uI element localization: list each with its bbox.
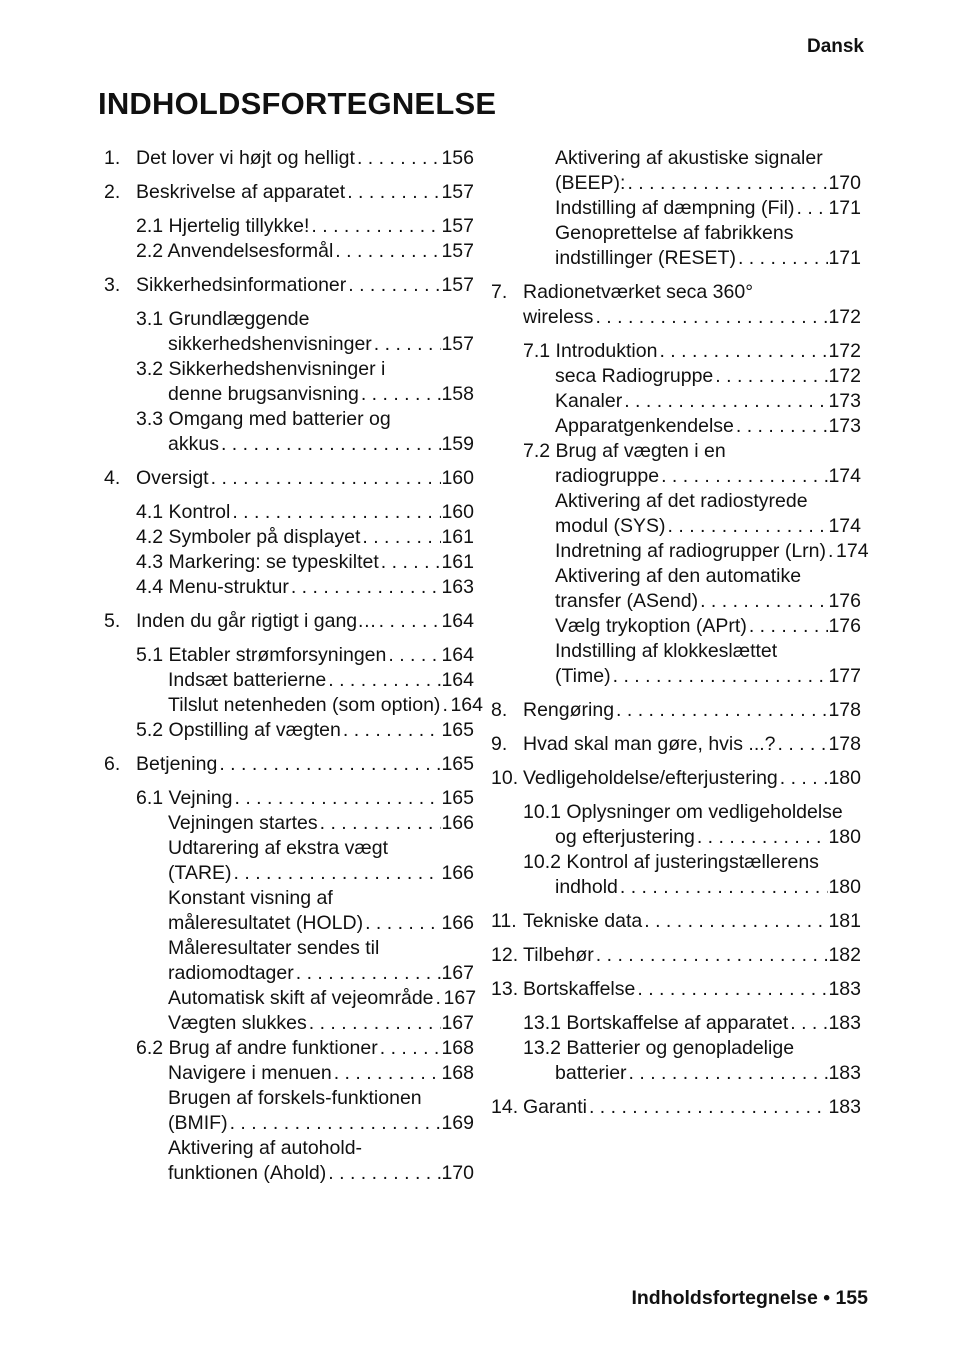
toc-entry-title: wireless — [523, 306, 594, 328]
toc-entry-title: 7.2 Brug af vægten i en — [523, 440, 726, 462]
toc-entry-page: 164 — [441, 644, 474, 666]
dot-leader — [659, 464, 828, 489]
dot-leader — [318, 811, 442, 836]
toc-entry-number: 4. — [104, 467, 121, 489]
dot-leader — [627, 1061, 829, 1086]
dot-leader — [230, 500, 441, 525]
page-title: INDHOLDSFORTEGNELSE — [98, 86, 497, 121]
toc-entry-title: Rengøring — [523, 699, 615, 721]
toc-entry-title: 10.2 Kontrol af justeringstællerens — [523, 851, 819, 873]
toc-entry[interactable] — [491, 639, 861, 689]
toc-entry-title: Garanti — [523, 1096, 587, 1118]
dot-leader — [341, 718, 442, 743]
toc-entry-title: Indsæt batterierne — [168, 669, 327, 691]
toc-entry-page: 157 — [441, 333, 474, 355]
toc-entry-title: Vedligeholdelse/efterjustering — [523, 767, 778, 789]
dot-leader — [307, 1011, 442, 1036]
toc-entry-page: 160 — [441, 501, 474, 523]
toc-entry[interactable] — [491, 614, 861, 639]
toc-entry-title: 13.1 Bortskaffelse af apparatet — [523, 1012, 789, 1034]
toc-entry[interactable] — [491, 489, 861, 539]
toc-entry-page: 168 — [441, 1062, 474, 1084]
dot-leader — [625, 171, 828, 196]
toc-entry-title: (Time) — [555, 665, 611, 687]
toc-entry-title: seca Radiogruppe — [555, 365, 714, 387]
toc-entry[interactable] — [104, 936, 474, 986]
toc-entry-title: 2.2 Anvendelsesformål — [136, 240, 334, 262]
toc-entry-title: Udtarering af ekstra vægt — [168, 837, 389, 859]
toc-entry-title: Det lover vi højt og helligt — [136, 147, 355, 169]
toc-entry-title: 13.2 Batterier og genopladelige — [523, 1037, 795, 1059]
page-footer: Indholdsfortegnelse • 155 — [631, 1287, 868, 1309]
toc-entry-page: 173 — [828, 415, 861, 437]
toc-entry-page: 171 — [828, 197, 861, 219]
toc-entry-title: 6.1 Vejning — [136, 787, 233, 809]
toc-entry-page: 172 — [828, 340, 861, 362]
toc-entry[interactable] — [104, 273, 474, 298]
toc-entry[interactable] — [491, 943, 861, 968]
toc-entry-page: 161 — [441, 526, 474, 548]
dot-leader — [795, 196, 829, 221]
toc-entry-title: 4.4 Menu-struktur — [136, 576, 289, 598]
toc-column-right — [491, 146, 869, 1120]
toc-entry-page: 180 — [828, 876, 861, 898]
toc-entry[interactable] — [104, 307, 474, 357]
toc-entry[interactable] — [104, 668, 474, 693]
toc-entry[interactable] — [104, 180, 474, 205]
toc-entry-title: 5.2 Opstilling af vægten — [136, 719, 341, 741]
dot-leader — [326, 668, 441, 693]
toc-entry-number: 9. — [491, 733, 508, 755]
toc-entry-title: sikkerhedshenvisninger — [168, 333, 372, 355]
toc-entry-page: 172 — [828, 365, 861, 387]
toc-entry-page: 167 — [441, 1012, 474, 1034]
toc-entry-title: 6.2 Brug af andre funktioner — [136, 1037, 378, 1059]
toc-entry-number: 14. — [491, 1096, 519, 1118]
toc-entry[interactable] — [104, 986, 477, 1011]
toc-entry-title: Indstilling af dæmpning (Fil) — [555, 197, 795, 219]
dot-leader — [736, 246, 828, 271]
toc-entry-title: Beskrivelse af apparatet — [136, 181, 346, 203]
toc-entry[interactable] — [491, 146, 861, 196]
toc-entry-title: (BMIF) — [168, 1112, 228, 1134]
toc-entry-page: 173 — [828, 390, 861, 412]
toc-entry[interactable] — [491, 1095, 861, 1120]
toc-entry-title: Automatisk skift af vejeområde — [168, 987, 434, 1009]
toc-entry-page: 174 — [828, 515, 861, 537]
toc-entry-title: Hvad skal man gøre, hvis ...? — [523, 733, 776, 755]
toc-entry[interactable] — [491, 221, 861, 271]
toc-entry[interactable] — [491, 280, 861, 330]
toc-entry-page: 170 — [441, 1162, 474, 1184]
toc-entry[interactable] — [491, 1036, 861, 1086]
toc-entry-page: 157 — [441, 240, 474, 262]
dot-leader — [622, 389, 828, 414]
toc-entry[interactable] — [104, 500, 474, 525]
toc-entry-title: Aktivering af det radiostyrede — [555, 490, 808, 512]
toc-entry-page: 178 — [828, 733, 861, 755]
dot-leader — [593, 305, 828, 330]
toc-entry[interactable] — [104, 1086, 474, 1136]
dot-leader — [695, 825, 829, 850]
dot-leader — [228, 1111, 442, 1136]
dot-leader — [440, 693, 450, 718]
toc-column-left — [104, 146, 483, 1186]
dot-leader — [713, 364, 828, 389]
toc-entry[interactable] — [491, 1011, 861, 1036]
toc-entry-title: måleresultatet (HOLD) — [168, 912, 364, 934]
dot-leader — [778, 766, 829, 791]
toc-entry-number: 6. — [104, 753, 121, 775]
toc-entry-page: 168 — [441, 1037, 474, 1059]
toc-entry-page: 167 — [443, 987, 477, 1009]
toc-entry-title: batterier — [555, 1062, 627, 1084]
toc-entry-page: 164 — [441, 610, 474, 632]
dot-leader — [355, 146, 442, 171]
toc-entry-title: Konstant visning af — [168, 887, 333, 909]
toc-entry-title: Vælg trykoption (APrt) — [555, 615, 747, 637]
toc-entry-title: Kanaler — [555, 390, 623, 412]
dot-leader — [232, 861, 442, 886]
toc-entry-title: Aktivering af akustiske signaler — [555, 147, 823, 169]
toc-entry-page: 183 — [828, 1062, 861, 1084]
toc-entry-number: 12. — [491, 944, 519, 966]
toc-entry-title: 4.1 Kontrol — [136, 501, 231, 523]
toc-entry[interactable] — [104, 643, 474, 668]
toc-entry-number: 11. — [491, 910, 517, 932]
toc-entry-number: 10. — [491, 767, 519, 789]
toc-entry-title: Tilslut netenheden (som option) — [168, 694, 441, 716]
toc-entry[interactable] — [491, 364, 861, 389]
toc-entry-title: Apparatgenkendelse — [555, 415, 734, 437]
toc-entry[interactable] — [104, 836, 474, 886]
toc-entry-page: 164 — [450, 694, 483, 716]
toc-entry-title: Genoprettelse af fabrikkens — [555, 222, 794, 244]
dot-leader — [360, 525, 441, 550]
toc-entry-page: 176 — [828, 590, 861, 612]
dot-leader — [217, 752, 441, 777]
toc-entry-title: Sikkerhedsinformationer — [136, 274, 347, 296]
toc-entry-page: 156 — [441, 147, 474, 169]
dot-leader — [776, 732, 829, 757]
dot-leader — [309, 214, 441, 239]
toc-entry-title: Inden du går rigtigt i gang… — [136, 610, 377, 632]
toc-entry[interactable] — [491, 732, 861, 757]
toc-entry-title: 4.2 Symboler på displayet — [136, 526, 361, 548]
toc-entry-title: Indstilling af klokkeslættet — [555, 640, 778, 662]
dot-leader — [345, 180, 441, 205]
toc-entry[interactable] — [104, 1011, 474, 1036]
toc-entry-page: 157 — [441, 215, 474, 237]
toc-entry-number: 13. — [491, 978, 519, 1000]
dot-leader — [611, 664, 829, 689]
toc-entry-page: 181 — [828, 910, 861, 932]
dot-leader — [378, 1036, 442, 1061]
toc-entry[interactable] — [104, 609, 474, 634]
toc-entry-page: 177 — [828, 665, 861, 687]
toc-entry-title: akkus — [168, 433, 219, 455]
toc-entry-number: 7. — [491, 281, 508, 303]
toc-entry-title: 3.1 Grundlæggende — [136, 308, 310, 330]
toc-entry-page: 171 — [828, 247, 861, 269]
dot-leader — [614, 698, 828, 723]
toc-entry[interactable] — [491, 909, 861, 934]
toc-entry-page: 180 — [828, 767, 861, 789]
toc-entry[interactable] — [491, 414, 861, 439]
toc-entry[interactable] — [491, 439, 861, 489]
toc-entry-title: indstillinger (RESET) — [555, 247, 736, 269]
toc-entry-number: 1. — [104, 147, 121, 169]
toc-entry-page: 176 — [828, 615, 861, 637]
dot-leader — [233, 786, 442, 811]
toc-entry[interactable] — [104, 811, 474, 836]
toc-entry-page: 182 — [828, 944, 861, 966]
dot-leader — [219, 432, 442, 457]
dot-leader — [618, 875, 829, 900]
dot-leader — [377, 609, 442, 634]
toc-entry-title: Aktivering af autohold- — [168, 1137, 363, 1159]
dot-leader — [657, 339, 828, 364]
toc-entry-page: 164 — [441, 669, 474, 691]
toc-entry[interactable] — [104, 550, 474, 575]
toc-entry-page: 174 — [836, 540, 869, 562]
toc-entry[interactable] — [104, 357, 474, 407]
toc-entry-title: radiogruppe — [555, 465, 660, 487]
toc-entry-number: 8. — [491, 699, 508, 721]
toc-entry-number: 2. — [104, 181, 121, 203]
toc-entry-number: 3. — [104, 274, 121, 296]
dot-leader — [642, 909, 828, 934]
toc-entry[interactable] — [491, 564, 861, 614]
dot-leader — [326, 1161, 441, 1186]
toc-entry-title: modul (SYS) — [555, 515, 666, 537]
toc-entry[interactable] — [104, 752, 474, 777]
dot-leader — [379, 550, 442, 575]
toc-entry-title: Måleresultater sendes til — [168, 937, 380, 959]
toc-entry-number: 5. — [104, 610, 121, 632]
toc-entry-page: 157 — [441, 181, 474, 203]
toc-entry-page: 165 — [441, 787, 474, 809]
dot-leader — [333, 239, 441, 264]
toc-entry-title: Indretning af radiogrupper (Lrn) — [555, 540, 826, 562]
toc-entry[interactable] — [104, 1136, 474, 1186]
toc-entry[interactable] — [491, 977, 861, 1002]
toc-entry[interactable] — [104, 886, 474, 936]
toc-entry-page: 178 — [828, 699, 861, 721]
toc-entry-page: 183 — [828, 978, 861, 1000]
language-label: Dansk — [806, 36, 864, 57]
dot-leader — [747, 614, 829, 639]
toc-entry-title: indhold — [555, 876, 618, 898]
toc-entry-title: (TARE) — [168, 862, 232, 884]
dot-leader — [666, 514, 829, 539]
dot-leader — [587, 1095, 829, 1120]
toc-entry[interactable] — [491, 389, 861, 414]
toc-entry-page: 172 — [828, 306, 861, 328]
toc-entry-page: 158 — [441, 383, 474, 405]
toc-entry-page: 170 — [828, 172, 861, 194]
toc-entry-page: 161 — [441, 551, 474, 573]
dot-leader — [346, 273, 441, 298]
toc-entry-page: 163 — [441, 576, 474, 598]
toc-entry-page: 183 — [828, 1096, 861, 1118]
toc-entry-title: Navigere i menuen — [168, 1062, 332, 1084]
toc-entry[interactable] — [491, 539, 869, 564]
toc-entry-title: Betjening — [136, 753, 218, 775]
toc-entry-page: 166 — [441, 862, 474, 884]
toc-entry-title: Bortskaffelse — [523, 978, 636, 1000]
dot-leader — [594, 943, 829, 968]
toc-entry[interactable] — [491, 850, 861, 900]
dot-leader — [826, 539, 836, 564]
toc-entry-title: og efterjustering — [555, 826, 695, 848]
toc-entry-title: 4.3 Markering: se typeskiltet — [136, 551, 379, 573]
toc-entry-title: 5.1 Etabler strømforsyningen — [136, 644, 387, 666]
toc-entry[interactable] — [104, 466, 474, 491]
toc-entry-title: Tekniske data — [523, 910, 643, 932]
dot-leader — [434, 986, 444, 1011]
toc-entry[interactable] — [491, 339, 861, 364]
toc-entry-title: 2.1 Hjertelig tillykke! — [136, 215, 310, 237]
toc-entry-page: 159 — [441, 433, 474, 455]
toc-entry-page: 160 — [441, 467, 474, 489]
toc-entry-title: Tilbehør — [523, 944, 594, 966]
dot-leader — [698, 589, 828, 614]
toc-entry-title: (BEEP): — [555, 172, 626, 194]
toc-entry-page: 165 — [441, 753, 474, 775]
toc-entry[interactable] — [104, 786, 474, 811]
toc-entry-page: 169 — [441, 1112, 474, 1134]
toc-entry-page: 166 — [441, 812, 474, 834]
toc-entry[interactable] — [104, 718, 474, 743]
toc-entry[interactable] — [104, 239, 474, 264]
toc-entry-title: radiomodtager — [168, 962, 294, 984]
toc-entry-title: 3.3 Omgang med batterier og — [136, 408, 391, 430]
dot-leader — [209, 466, 442, 491]
toc-entry-title: denne brugsanvisning — [168, 383, 359, 405]
toc-entry-title: transfer (ASend) — [555, 590, 699, 612]
toc-entry[interactable] — [104, 1061, 474, 1086]
toc-entry-page: 180 — [828, 826, 861, 848]
toc-entry-title: 10.1 Oplysninger om vedligeholdelse — [523, 801, 843, 823]
toc-entry[interactable] — [104, 575, 474, 600]
dot-leader — [289, 575, 442, 600]
toc-entry-page: 174 — [828, 465, 861, 487]
toc-entry-title: Radionetværket seca 360° — [523, 281, 754, 303]
dot-leader — [363, 911, 441, 936]
dot-leader — [635, 977, 828, 1002]
dot-leader — [372, 332, 442, 357]
toc-entry[interactable] — [104, 146, 474, 171]
dot-leader — [359, 382, 442, 407]
toc-entry-page: 166 — [441, 912, 474, 934]
toc-entry[interactable] — [104, 214, 474, 239]
toc-entry-title: Vægten slukkes — [168, 1012, 307, 1034]
toc-entry[interactable] — [491, 766, 861, 791]
toc-entry-title: funktionen (Ahold) — [168, 1162, 327, 1184]
toc-entry-title: Aktivering af den automatike — [555, 565, 802, 587]
toc-entry[interactable] — [491, 698, 861, 723]
toc-entry[interactable] — [491, 800, 861, 850]
toc-entry[interactable] — [104, 525, 474, 550]
toc-entry[interactable] — [104, 693, 483, 718]
toc-entry-page: 157 — [441, 274, 474, 296]
toc-entry[interactable] — [491, 196, 861, 221]
toc-entry-title: 7.1 Introduktion — [523, 340, 658, 362]
toc-entry-title: 3.2 Sikkerhedshenvisninger i — [136, 358, 386, 380]
toc-entry-title: Brugen af forskels-funktionen — [168, 1087, 422, 1109]
toc-entry-page: 183 — [828, 1012, 861, 1034]
toc-entry-title: Oversigt — [136, 467, 209, 489]
dot-leader — [734, 414, 829, 439]
toc-entry[interactable] — [104, 407, 474, 457]
dot-leader — [332, 1061, 442, 1086]
dot-leader — [788, 1011, 828, 1036]
dot-leader — [386, 643, 441, 668]
toc-entry-title: Vejningen startes — [168, 812, 318, 834]
toc-entry[interactable] — [104, 1036, 474, 1061]
toc-entry-page: 165 — [441, 719, 474, 741]
dot-leader — [294, 961, 442, 986]
toc-entry-page: 167 — [441, 962, 474, 984]
